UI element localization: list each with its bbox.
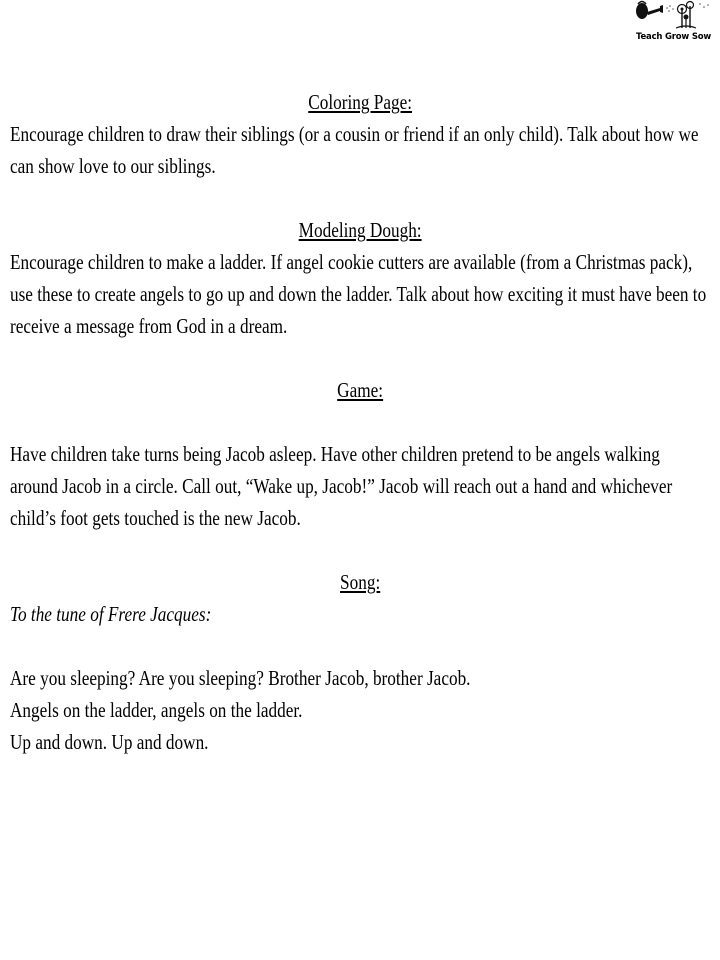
logo-text: Teach Grow Sow: [636, 32, 712, 42]
coloring-page-text: Encourage children to draw their siblings (or a cousin or friend if an only child). Talk about how we can show love to our siblings.: [10, 122, 699, 178]
game-heading: Game:: [337, 378, 384, 402]
game-text: Have children take turns being Jacob asleep. Have other children pretend to be angels walking around Jacob in a circle. Call out, “Wake up, Jacob!” Jacob will reach out a hand and whichever child’s foot gets touched is the new Jacob.: [10, 442, 673, 530]
teach-grow-sow-logo: [630, 0, 716, 46]
page-content: [10, 86, 710, 758]
song-line: Up and down. Up and down.: [10, 730, 209, 754]
modeling-dough-text: Encourage children to make a ladder. If angel cookie cutters are available (from a Christmas pack), use these to create angels to go up and down the ladder. Talk about how exciting it must have been to receive a message from God in a dream.: [10, 250, 707, 338]
watering-can-icon: [630, 0, 716, 34]
modeling-dough-heading: Modeling Dough:: [298, 218, 422, 242]
song-tune: To the tune of Frere Jacques:: [10, 602, 212, 626]
coloring-page-heading: Coloring Page:: [308, 90, 413, 114]
song-heading: Song:: [340, 570, 381, 594]
song-line: Are you sleeping? Are you sleeping? Brother Jacob, brother Jacob.: [10, 666, 471, 690]
song-line: Angels on the ladder, angels on the ladder.: [10, 698, 303, 722]
